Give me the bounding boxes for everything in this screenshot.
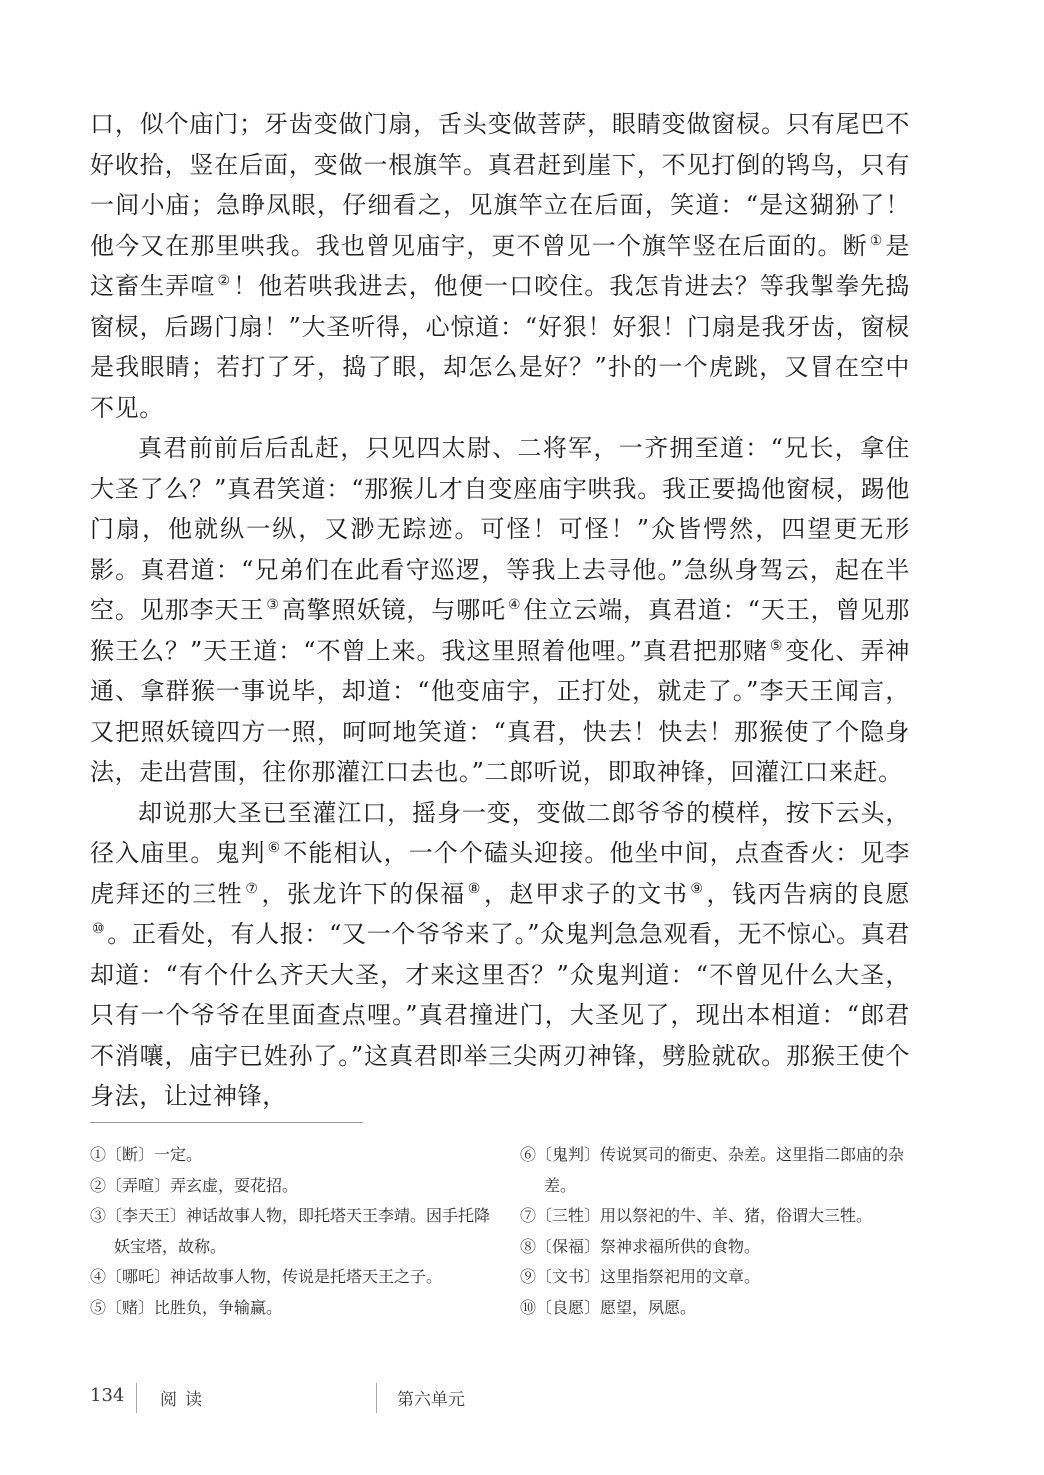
footnote: ④〔哪吒〕神话故事人物，传说是托塔天王之子。	[90, 1267, 443, 1286]
footnote: ⑧〔保福〕祭神求福所供的食物。	[520, 1236, 761, 1256]
footnote-marker: ④	[508, 597, 522, 613]
section-label: 阅读	[160, 1390, 210, 1410]
text-run: 却说那大圣已至灌江口，摇身一变，变做二郎爷爷的模样，按下云头，径入庙里。鬼判	[90, 798, 910, 867]
text-run: 高擎照妖镜，与哪吒	[281, 596, 507, 624]
footnote-marker: ⑦	[245, 880, 260, 897]
text-run: ！他若哄我进去，他便一口咬住。我怎肯进去？等我掣拳先捣窗棂，后踢门扇！”大圣听得，心惊道：“好狠！好狠！门扇是我牙齿，窗棂是我眼睛；若打了牙，捣了眼，却怎么是好？”扑的一个虎跳，又冒在空中不见。	[90, 272, 910, 422]
paragraph	[90, 428, 910, 793]
text-run: 是这畜生弄喧	[90, 231, 910, 300]
text-run: 住立云端，真君道：“天王，曾见那猴王么？”天王道：“不曾上来。我这里照着他哩。”真君把那赌	[90, 596, 911, 665]
footer-separator	[376, 1383, 377, 1413]
footer-separator	[136, 1383, 137, 1413]
text-run: ，钱丙告病的良愿	[706, 879, 910, 908]
text-run: ，赵甲求子的文书	[483, 879, 689, 908]
text-run: 不能相认，一个个磕头迎接。他坐中间，点查香火：见李虎拜还的三牲	[90, 839, 910, 908]
text-run: ，张龙许下的保福	[261, 879, 466, 908]
page-number: 134	[90, 1385, 125, 1406]
text-run: 变化、弄神通、拿群猴一事说毕，却道：“他变庙宇，正打处，就走了。”李天王闻言，又把照妖镜四方一照，呵呵地笑道：“真君，快去！快去！那猴使了个隐身法，走出营围，往你那灌江口去也。”二郎听说，即取神锋，回灌江口来赶。	[90, 636, 910, 786]
footnote-marker: ③	[266, 597, 280, 613]
text-run: 口，似个庙门；牙齿变做门扇，舌头变做菩萨，眼睛变做窗棂。只有尾巴不好收拾，竖在后面，变做一根旗竿。真君赶到崖下，不见打倒的鸨鸟，只有一间小庙；急睁凤眼，仔细看之，见旗竿立在后面，笑道：“是这猢狲了！他今又在那里哄我。我也曾见庙宇，更不曾见一个旗竿竖在后面的。断	[90, 110, 910, 260]
footnote: ③〔李天王〕神话故事人物，即托塔天王李靖。因手托降妖宝塔，故称。	[90, 1206, 491, 1256]
footnote-marker: ⑤	[769, 637, 784, 654]
footnote-divider	[90, 1122, 363, 1123]
footnote: ⑩〔良愿〕愿望，夙愿。	[520, 1297, 697, 1317]
footnote-marker: ⑧	[467, 880, 482, 897]
footnote-marker: ⑥	[267, 840, 282, 856]
footnote: ②〔弄喧〕弄玄虚，耍花招。	[90, 1175, 299, 1195]
footnote: ①〔断〕一定。	[90, 1145, 203, 1164]
unit-label: 第六单元	[397, 1390, 465, 1410]
footnote: ⑦〔三牲〕用以祭祀的牛、羊、猪，俗谓大三牲。	[520, 1206, 873, 1225]
main-text	[90, 104, 910, 1117]
footnote: ⑨〔文书〕这里指祭祀用的文章。	[520, 1267, 761, 1286]
footnotes-left	[90, 1140, 490, 1323]
footnote: ⑤〔赌〕比胜负，争输赢。	[90, 1297, 283, 1317]
paragraph	[90, 793, 910, 1117]
footnote-marker: ⑨	[690, 880, 705, 897]
text-run: 真君前前后后乱赶，只见四太尉、二将军，一齐拥至道：“兄长，拿住大圣了么？”真君笑道：“那猴儿才自变座庙宇哄我。我正要捣他窗棂，踢他门扇，他就纵一纵，又渺无踪迹。可怪！可怪！”众皆愕然，四望更无形影。真君道：“兄弟们在此看守巡逻，等我上去寻他。”急纵身驾云，起在半空。见那李天王	[90, 434, 910, 624]
footnote-marker: ⑩	[92, 921, 106, 937]
footnote-marker: ①	[869, 232, 884, 249]
footnotes-right	[520, 1140, 915, 1323]
paragraph	[90, 104, 910, 428]
text-run: 。正看处，有人报：“又一个爷爷来了。”众鬼判急急观看，无不惊心。真君却道：“有个什么齐天大圣，才来这里否？”众鬼判道：“不曾见什么大圣，只有一个爷爷在里面查点哩。”真君撞进门，大圣见了，现出本相道：“郎君不消嚷，庙宇已姓孙了。”这真君即举三尖两刃神锋，劈脸就砍。那猴王使个身法，让过神锋，	[90, 920, 911, 1110]
footnote-marker: ②	[217, 273, 232, 289]
footnote: ⑥〔鬼判〕传说冥司的衙吏、杂差。这里指二郎庙的杂差。	[520, 1145, 905, 1195]
